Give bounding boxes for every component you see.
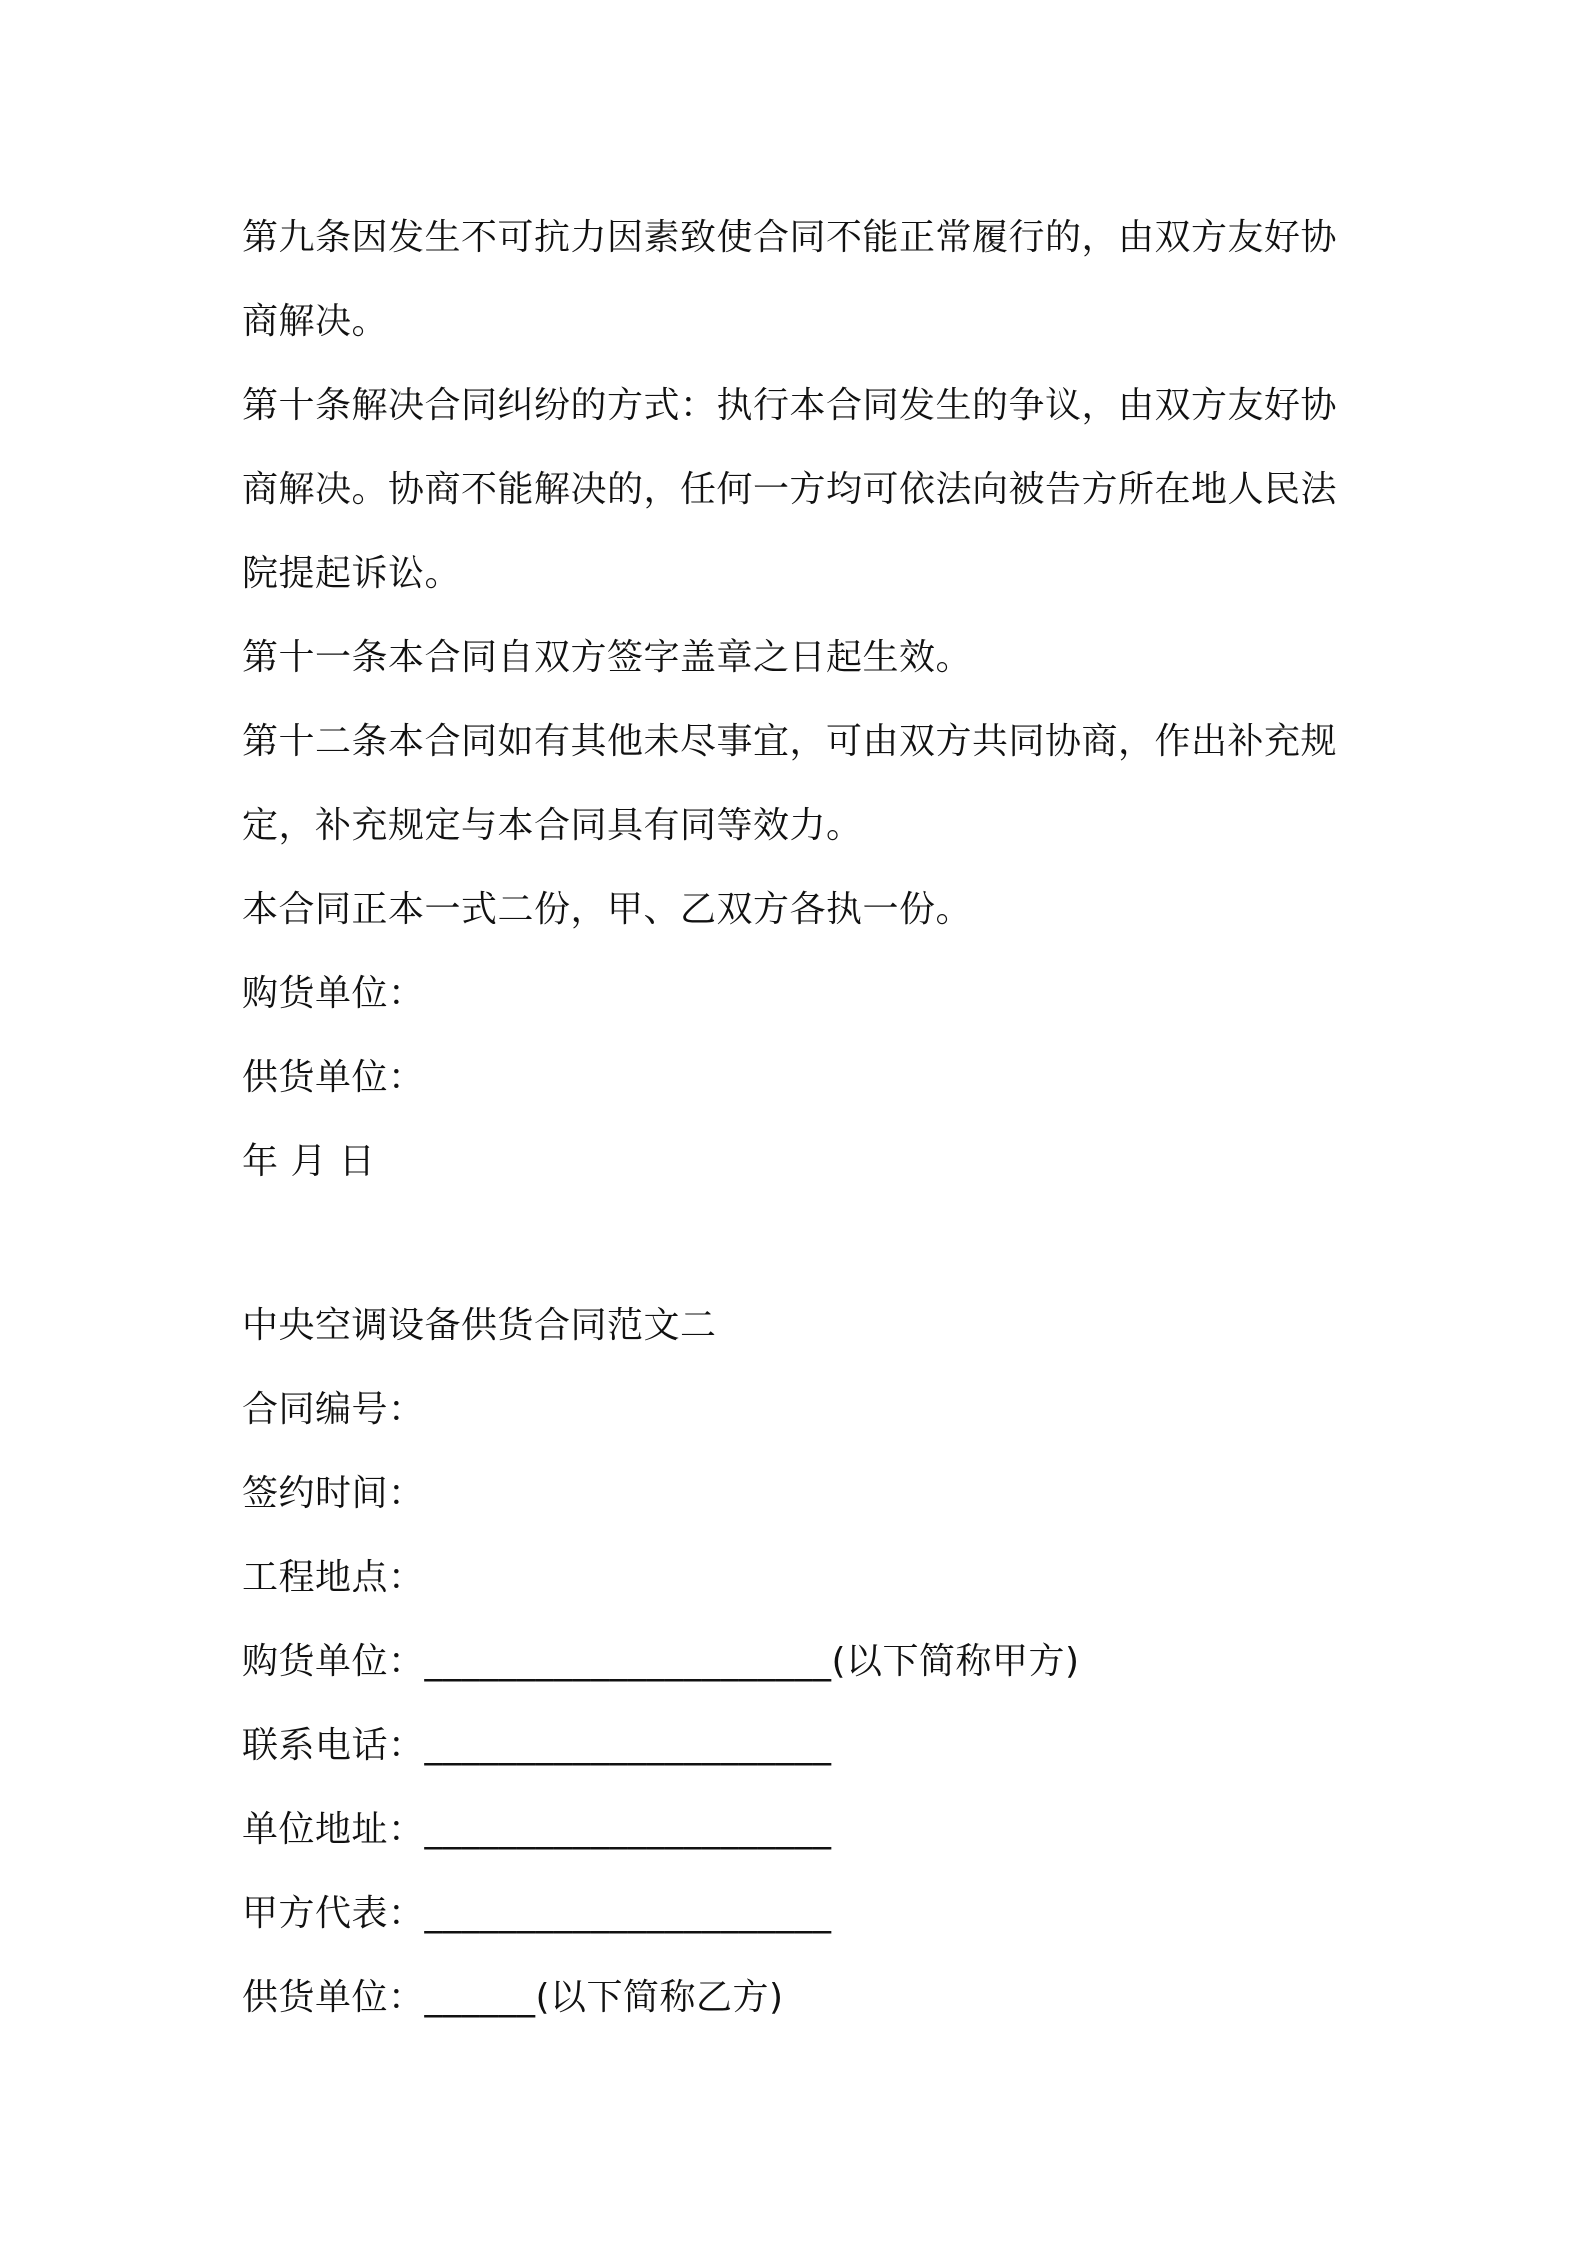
copies-statement: 本合同正本一式二份，甲、乙双方各执一份。 [242,889,973,930]
clause-12-line-2: 定，补充规定与本合同具有同等效力。 [242,805,863,846]
buyer-label: 购货单位： [242,973,425,1014]
section-gap [242,1204,1362,1284]
date-line: 年 月 日 [242,1141,376,1182]
clause-12-line-1: 第十二条本合同如有其他未尽事宜，可由双方共同协商，作出补充规 [242,721,1338,762]
address-field: 单位地址：______________________ [242,1809,832,1850]
clause-10-line-1: 第十条解决合同纠纷的方式：执行本合同发生的争议，由双方友好协 [242,385,1338,426]
clause-10-line-2: 商解决。协商不能解决的，任何一方均可依法向被告方所在地人民法 [242,469,1338,510]
buyer-field: 购货单位：______________________(以下简称甲方) [242,1641,1080,1682]
party-a-representative-field: 甲方代表：______________________ [242,1893,832,1934]
clause-11: 第十一条本合同自双方签字盖章之日起生效。 [242,637,973,678]
clause-9-line-2: 商解决。 [242,301,389,342]
document-body [242,196,1362,2040]
phone-field: 联系电话：______________________ [242,1725,832,1766]
clause-9-line-1: 第九条因发生不可抗力因素致使合同不能正常履行的，由双方友好协 [242,217,1338,258]
clause-10-line-3: 院提起诉讼。 [242,553,462,594]
project-location-field: 工程地点： [242,1557,425,1598]
section-title: 中央空调设备供货合同范文二 [242,1305,717,1346]
supplier-label: 供货单位： [242,1057,425,1098]
supplier-field: 供货单位：______(以下简称乙方) [242,1977,784,2018]
signing-time-field: 签约时间： [242,1473,425,1514]
contract-number-field: 合同编号： [242,1389,425,1430]
